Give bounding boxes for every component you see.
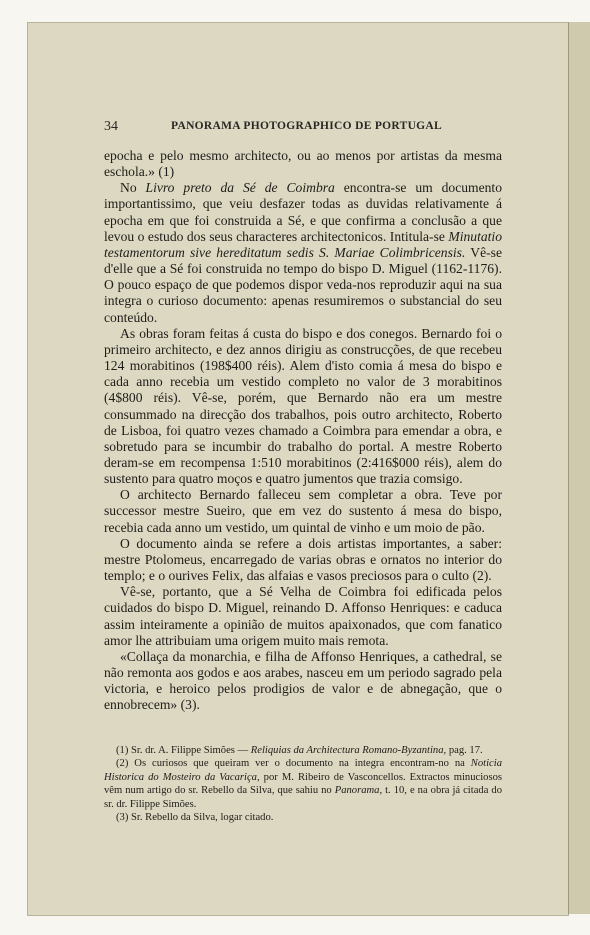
running-title: PANORAMA PHOTOGRAPHICO DE PORTUGAL bbox=[171, 120, 442, 132]
paragraph-1 bbox=[104, 148, 502, 180]
footnote-1-book-title: Reliquias da Architectura Romano-Byzantina, bbox=[250, 745, 447, 756]
footnote-2-text-a: (2) Os curiosos que queiram ver o documento na integra encontram-no na bbox=[116, 758, 471, 770]
footnote-3 bbox=[104, 811, 502, 824]
footnote-1 bbox=[104, 744, 502, 757]
paragraph-1-text: epocha e pelo mesmo architecto, ou ao menos por artistas da mesma eschola.» (1) bbox=[104, 148, 502, 180]
adjacent-page-edge bbox=[568, 22, 590, 914]
paragraph-6 bbox=[104, 584, 502, 649]
footnote-2-text-b: por M. Ribeiro de Vasconcellos. Extractos minuciosos vêm num artigo do sr. Rebello da Silva, que sahiu no bbox=[104, 771, 502, 797]
paragraph-4-text: O architecto Bernardo falleceu sem completar a obra. Teve por successor mestre Sueiro, que em vez do sustento á mesa do bispo, recebia cada anno um vestido, um quintal de vinho e um moio de pão. bbox=[104, 487, 502, 535]
paragraph-2-text-c: Vê-se d'elle que a Sé foi construida no tempo do bispo D. Miguel (1162-1176). O pouco espaço de que podemos dispor veda-nos reproduzir aqui na sua integra o curioso documento: apenas resumiremos o substancial do seu conteúdo. bbox=[104, 244, 502, 325]
footnote-2-periodical-title: Panorama, bbox=[334, 785, 383, 797]
footnote-3-text: (3) Sr. Rebello da Silva, logar citado. bbox=[116, 812, 274, 824]
paragraph-3-text: As obras foram feitas á custa do bispo e dos conegos. Bernardo foi o primeiro architecto, e dez annos dirigiu as construcções, de que recebeu 124 morabitinos (198$400 réis). Alem d'isto comia á mesa do bispo e cada anno recebia um vestido completo no valor de 3 morabitinos (4$800 réis). Vê-se, porém, que Bernardo não era um mestre consummado na direcção dos trabalhos, pois outro architecto, Roberto de Lisboa, foi quatro vezes chamado a Coimbra para emendar a obra, e sobretudo para se incumbir do trabalho do portal. A mestre Roberto deram-se em recompensa 1:510 morabitinos (2:416$000 réis), alem do sustento para quatro moços e quatro jumentos que trazia comsigo. bbox=[104, 325, 502, 487]
main-text bbox=[104, 148, 502, 713]
paragraph-5 bbox=[104, 536, 502, 584]
footnote-2 bbox=[104, 757, 502, 811]
paragraph-2-text-a: No bbox=[120, 180, 146, 196]
footnote-2-text-c: t. 10, e na obra já citada do sr. dr. Filippe Simões. bbox=[104, 785, 502, 810]
paragraph-3 bbox=[104, 326, 502, 488]
footnotes bbox=[104, 744, 502, 824]
running-header bbox=[96, 119, 506, 139]
paragraph-7-quote bbox=[104, 649, 502, 714]
document-title-minutatio: Minutatio testamentorum sive hereditatum sedis S. Mariae Colimbricensis. bbox=[104, 228, 502, 260]
footnote-1-text-b: pag. 17. bbox=[446, 745, 483, 756]
paragraph-6-text: Vê-se, portanto, que a Sé Velha de Coimbra foi edificada pelos cuidados do bispo D. Miguel, reinando D. Affonso Henriques: e caduca assim inteiramente a opinião de muitos apaixonados, que com fanatico amor lhe attribuiam uma origem muito mais remota. bbox=[104, 584, 502, 648]
paragraph-2-text-b: encontra-se um documento importantissimo, que veiu desfazer todas as duvidas relativamente á epocha em que foi construida a Sé, e que confirma a conclusão a que levou o estudo dos seus characteres architectonicos. Intitula-se bbox=[104, 180, 502, 244]
footnote-2-book-title: Noticia Historica do Mosteiro da Vacariça, bbox=[104, 758, 502, 783]
book-title-livro-preto: Livro preto da Sé de Coimbra bbox=[145, 180, 335, 196]
paragraph-4 bbox=[104, 487, 502, 535]
footnote-1-text-a: (1) Sr. dr. A. Filippe Simões — bbox=[116, 745, 251, 756]
paragraph-5-text: O documento ainda se refere a dois artistas importantes, a saber: mestre Ptolomeus, encarregado de varias obras e ornatos no interior do templo; e o ourives Felix, das alfaias e vasos preciosos para o culto (2). bbox=[104, 535, 502, 584]
page-number: 34 bbox=[104, 119, 118, 134]
paragraph-7-text: «Collaça da monarchia, e filha de Affonso Henriques, a cathedral, se não remonta aos godos e aos arabes, nasceu em um periodo sagrado pela victoria, e heroico pelos prodigios de valor e de abnegação, que o ennobrecem» (3). bbox=[104, 648, 502, 713]
paragraph-2 bbox=[104, 180, 502, 325]
